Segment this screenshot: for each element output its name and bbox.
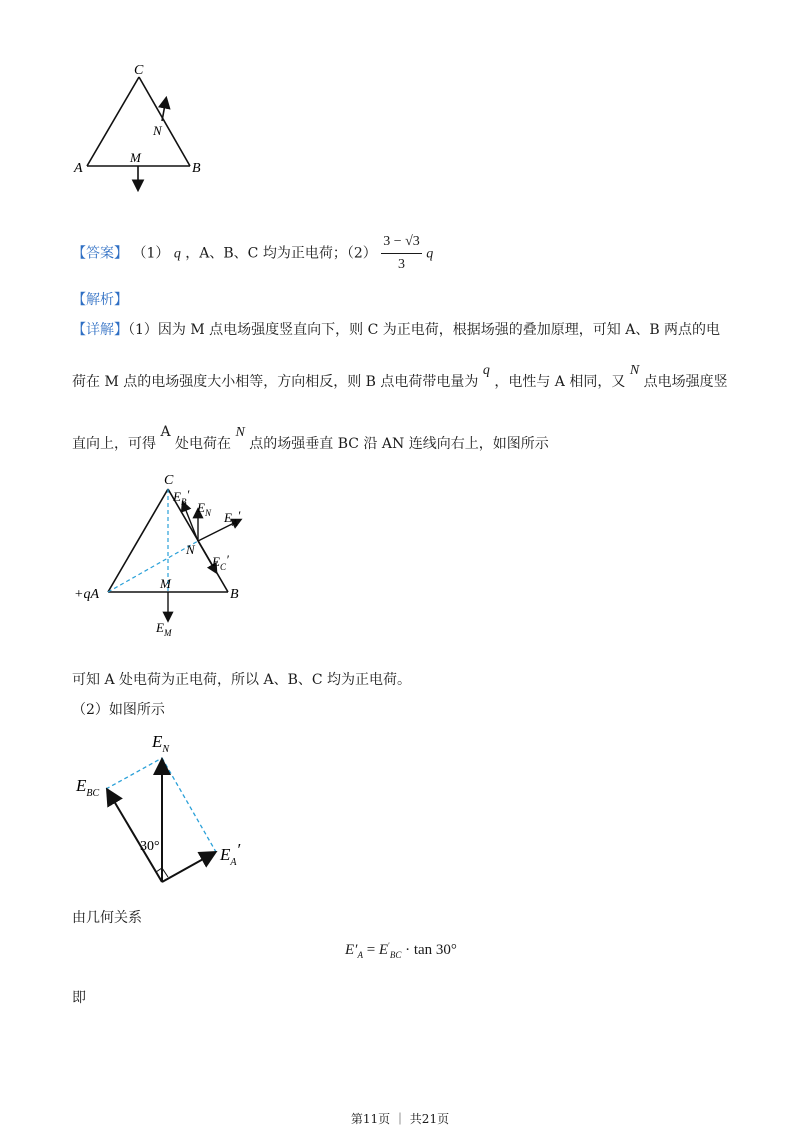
geometry-text: 由几何关系 (72, 910, 142, 926)
label-em: $E_M$ (156, 620, 172, 638)
detail-line-3 (72, 424, 549, 455)
label-ec: $E_C'$ (212, 552, 229, 572)
label-ebc: $E_{BC}$ (76, 776, 100, 799)
conclusion-1: 可知 A 处电荷为正电荷，所以 A、B、C 均为正电荷。 (72, 672, 412, 688)
fraction-denominator: 3 (398, 257, 405, 272)
eq-rhs: E (378, 942, 389, 958)
label-m: M (130, 150, 141, 165)
detail-line-3c: 点的场强垂直 BC 沿 AN 连线向右上，如图所示 (249, 436, 549, 452)
figure-triangle-1 (70, 55, 220, 200)
detail-line-3-a: A (160, 424, 171, 440)
eq-rhs-sub: BC (389, 950, 402, 960)
detail-line-2-n: N (629, 363, 640, 378)
detail-line-2-q: q (482, 363, 490, 378)
vector-ebc (108, 791, 162, 882)
label-qa: +qA (74, 587, 99, 602)
label-en-3: $E_N$ (152, 732, 170, 755)
figure-vectors (70, 725, 270, 890)
answer-line (72, 232, 433, 275)
dashed-an (108, 541, 198, 592)
eq-lhs-sub: A (357, 950, 363, 960)
label-ea: $E_A'$ (224, 508, 241, 528)
eq-equals: = (362, 942, 379, 958)
label-b: B (192, 161, 201, 176)
detail-tag: 【详解】 (72, 322, 128, 338)
eq-lhs: E′ (345, 942, 358, 958)
detail-line-3-n: N (235, 425, 245, 440)
answer-tag: 【答案】 (72, 245, 128, 262)
label-n: N (153, 123, 162, 138)
arrow-n-up (162, 99, 166, 121)
label-en: $E_N$ (197, 500, 211, 518)
detail-line-2c: 点电场强度竖 (643, 374, 728, 390)
label-eb: $E_B'$ (173, 487, 190, 507)
ji-text: 即 (72, 990, 86, 1006)
dashed-en-ea (162, 758, 216, 852)
detail-line-3a: 直向上，可得 (72, 436, 156, 452)
dashed-ebc-en (106, 758, 162, 789)
answer-rest: ，A、B、C 均为正电荷；（2） (185, 245, 377, 262)
eq-rhs-sup: ′ (388, 941, 390, 950)
equation (345, 936, 457, 965)
analysis-tag: 【解析】 (72, 292, 128, 308)
label-b-2: B (230, 587, 239, 602)
label-a: A (74, 161, 83, 176)
label-angle: 30° (140, 839, 160, 854)
label-n-2: N (186, 542, 195, 557)
eq-tail: · tan 30° (401, 942, 457, 958)
label-c: C (134, 63, 144, 78)
figure-triangle-2 (70, 468, 270, 648)
label-m-2: M (160, 576, 171, 591)
answer-frac-q: q (426, 246, 434, 262)
arrow-eb (183, 503, 198, 541)
detail-line-2a: 荷在 M 点的电场强度大小相等，方向相反，则 B 点电荷带电量为 (72, 374, 479, 390)
answer-q: q (173, 246, 181, 262)
label-c-2: C (164, 473, 174, 488)
answer-fraction (381, 232, 422, 275)
detail-line-1-text: （1）因为 M 点电场强度竖直向下，则 C 为正电荷，根据场强的叠加原理，可知 A、B 两点的电 (128, 322, 721, 338)
detail-line-1 (72, 320, 720, 340)
part-2-heading: （2）如图所示 (72, 702, 165, 718)
page-footer: 第11页 ｜ 共21页 (350, 1112, 450, 1126)
detail-line-2 (72, 363, 728, 393)
fraction-numerator: 3 − √3 (381, 232, 422, 254)
label-ea-3: $E_A'$ (220, 840, 241, 868)
detail-line-3b: 处电荷在 (175, 436, 232, 452)
vector-ea (162, 853, 214, 882)
detail-line-2b: ，电性与 A 相同，又 (494, 374, 626, 390)
answer-part1: （1） (132, 245, 170, 262)
